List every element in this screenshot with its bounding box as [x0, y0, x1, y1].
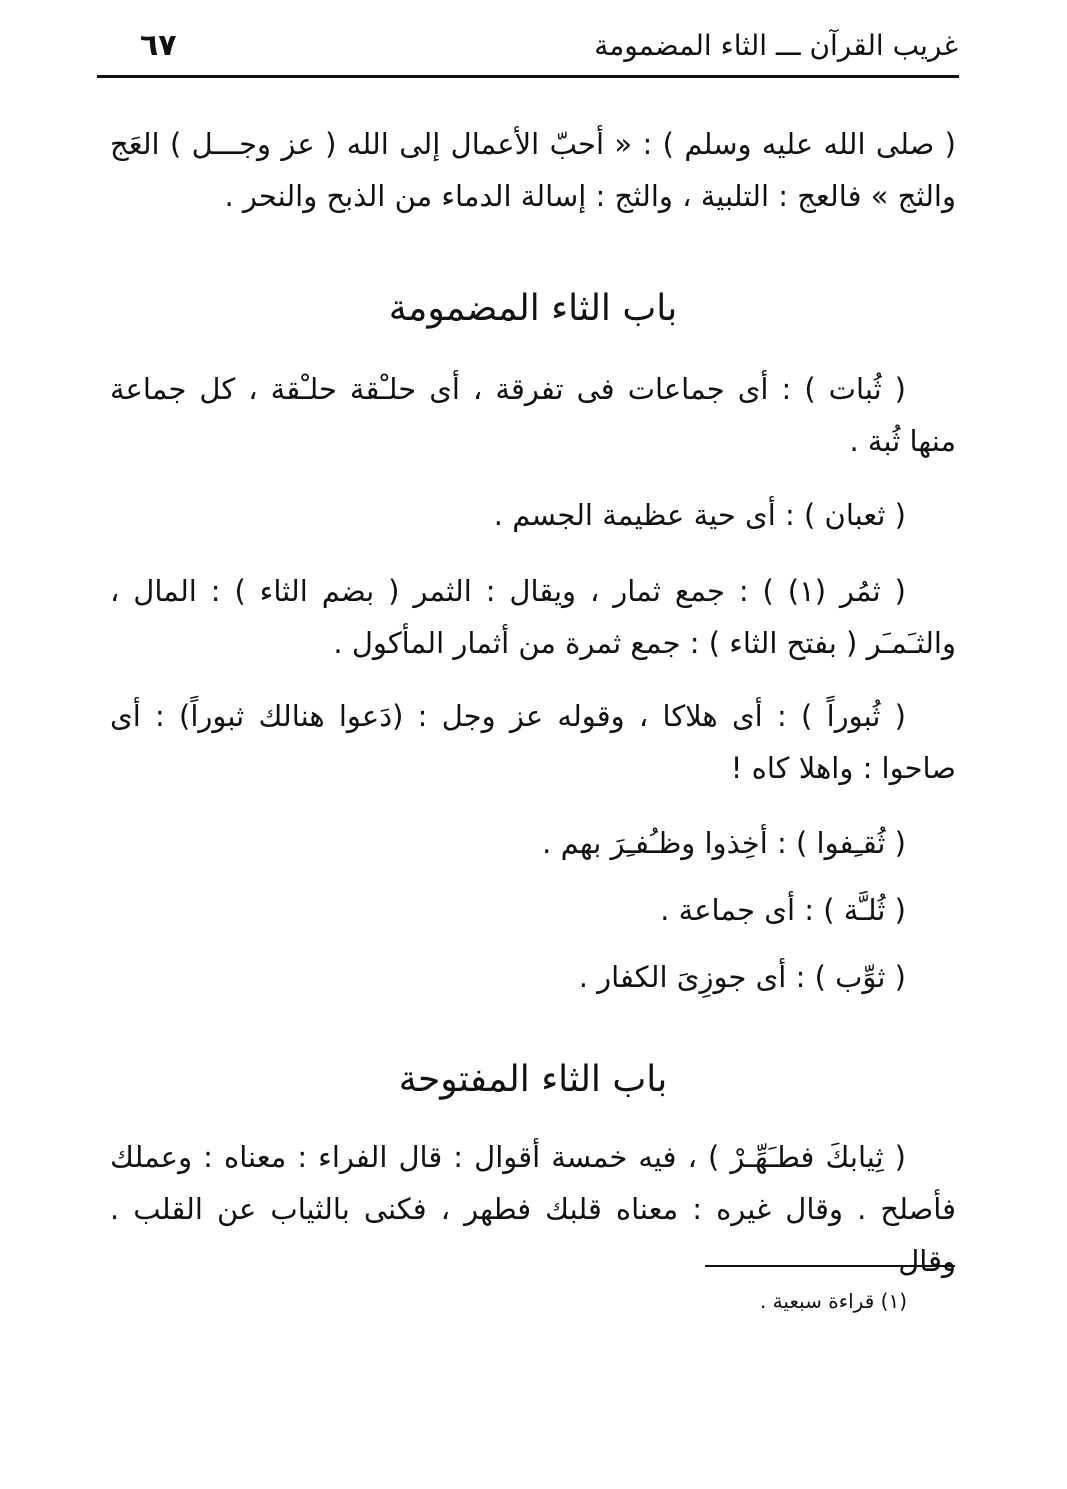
entry-thumur: ( ثمُر (١) ) : جمع ثمار ، ويقال : الثمر ( بضم الثاء ) : المال ، والثـَمـَر ( بفتح الثاء ) : جمع ثمرة من أثمار المأكول .	[110, 574, 956, 660]
section-heading-dammah: باب الثاء المضمومة	[388, 288, 678, 329]
entry-thuwwib: ( ثوِّب ) : أى جوزِىَ الكفار .	[578, 960, 906, 994]
page-number: ٦٧	[140, 28, 177, 63]
entry-thubat: ( ثُبات ) : أى جماعات فى تفرقة ، أى حلـْقة حلـْقة ، كل جماعة منها ثُبة .	[110, 372, 956, 458]
footnote-divider	[705, 1265, 955, 1267]
entry-thuban: ( ثعبان ) : أى حية عظيمة الجسم .	[493, 498, 906, 532]
entry-thuqifu: ( ثُقـِفوا ) : أخِذوا وظـُفـِرَ بهم .	[542, 826, 906, 860]
page-header	[100, 22, 958, 70]
entry-thiyabak: ( ثِيابكَ فطـَهِّـرْ ) ، فيه خمسة أقوال : قال الفراء : معناه : وعملك فأصلح . وقال غيره : معناه قلبك فطهر ، فكنى بالثياب عن القلب . وقال	[110, 1140, 956, 1278]
intro-paragraph: ( صلى الله عليه وسلم ) : « أحبّ الأعمال إلى الله ( عز وجـــل ) العَج والثج » فالعج : التلبية ، والثج : إسالة الدماء من الذبح والنحر .	[110, 127, 956, 213]
footnote: (١) قراءة سبعية .	[759, 1289, 907, 1313]
entry-thulla: ( ثُلـَّة ) : أى جماعة .	[660, 893, 906, 927]
entry-thubur: ( ثُبوراً ) : أى هلاكا ، وقوله عز وجل : (دَعوا هنالك ثبوراً) : أى صاحوا : واهلا كاه !	[110, 699, 956, 785]
running-title: غريب القرآن ـــ الثاء المضمومة	[594, 29, 958, 62]
header-divider	[97, 75, 959, 78]
section-heading-fathah: باب الثاء المفتوحة	[398, 1059, 668, 1100]
